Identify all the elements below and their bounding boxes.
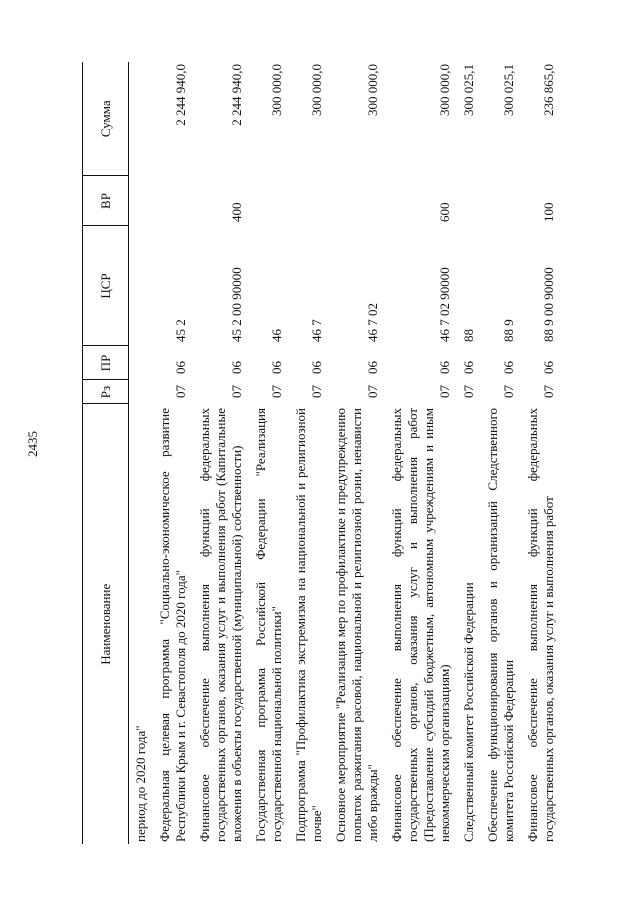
row-vr [481,176,521,226]
row-name: Подпрограмма "Профилактика экстремизма на национальной и религиозной почве" [293,408,324,842]
page-number: 2435 [25,431,40,457]
row-csr: 88 9 00 90000 [541,267,556,342]
row-rz: 07 [229,385,244,398]
row-pr: 06 [541,361,556,374]
row-csr: 45 2 [173,319,188,342]
row-pr: 06 [173,361,188,374]
row-name: Финансовое обеспечение выполнения функций федеральных государственных органов, оказания услуг и выполнения работ (Капитальные вложения в объекты государственной (муниципальной) собственности) [197,408,244,842]
row-rz: 07 [437,385,452,398]
table-row [193,62,249,844]
table-row [481,62,521,844]
row-sum: 300 025,1 [501,64,516,116]
row-pr: 06 [461,361,476,374]
row-pr: 06 [501,361,516,374]
row-csr: 46 7 02 90000 [437,267,452,342]
header-name: Наименование [83,404,129,844]
row-sum: 300 025,1 [461,64,476,116]
table-row [457,62,481,844]
table-row [521,62,561,844]
row-rz: 07 [461,385,476,398]
row-csr: 45 2 00 90000 [229,267,244,342]
row-pr: 06 [437,361,452,374]
row-vr [289,176,329,226]
row-vr [153,176,193,226]
row-vr: 600 [437,202,452,222]
row-rz [129,380,154,404]
row-name: Государственная программа Российской Федерации "Реализация государственной национальной политики" [253,408,284,842]
row-rz: 07 [541,385,556,398]
row-name: Следственный комитет Российской Федерации [461,582,476,842]
row-pr [129,346,154,380]
row-sum: 2 244 940,0 [229,64,244,126]
row-sum: 300 000,0 [365,64,380,116]
row-csr: 46 7 02 [365,303,380,342]
row-vr [457,176,481,226]
row-sum: 300 000,0 [437,64,452,116]
table-row [385,62,457,844]
rotated-table-container [82,62,602,844]
row-sum: 236 865,0 [541,64,556,116]
row-sum: 300 000,0 [309,64,324,116]
table-row [329,62,385,844]
table-row [153,62,193,844]
row-name: Федеральная целевая программа "Социально-экономическое развитие Республики Крым и г. Севастополя до 2020 года" [157,408,188,842]
row-rz: 07 [501,385,516,398]
row-pr: 06 [309,361,324,374]
row-pr: 06 [229,361,244,374]
header-pr: ПР [83,346,129,380]
row-name: период до 2020 года" [133,725,148,842]
budget-table [82,62,561,844]
row-rz: 07 [309,385,324,398]
row-vr [249,176,289,226]
row-pr: 06 [269,361,284,374]
row-vr [129,176,154,226]
row-rz: 07 [365,385,380,398]
table-header-row [83,62,129,844]
row-sum [129,62,154,176]
row-csr: 88 [461,329,476,342]
row-vr: 100 [541,202,556,222]
row-name: Обеспечение функционирования органов и организаций Следственного комитета Российской Федерации [485,408,516,842]
header-vr: ВР [83,176,129,226]
row-sum: 2 244 940,0 [173,64,188,126]
row-name: Основное мероприятие "Реализация мер по профилактике и предупреждению попыток разжигания расовой, национальной и религиозной розни, ненависти либо вражды" [333,408,380,842]
header-rz: Рз [83,380,129,404]
row-csr [129,226,154,346]
table-row [129,62,154,844]
header-csr: ЦСР [83,226,129,346]
row-vr [329,176,385,226]
row-sum: 300 000,0 [269,64,284,116]
table-row [289,62,329,844]
header-sum: Сумма [83,62,129,176]
row-csr: 46 7 [309,319,324,342]
row-vr: 400 [229,202,244,222]
table-row [249,62,289,844]
row-pr: 06 [365,361,380,374]
row-name: Финансовое обеспечение выполнения функций федеральных государственных органов, оказания услуг и выполнения работ [525,408,556,842]
row-name: Финансовое обеспечение выполнения функций федеральных государственных органов, оказания услуг и выполнения работ (Предоставление субсидий бюджетным, автономным учреждениям и иным некоммерческим организациям) [389,408,452,842]
row-rz: 07 [173,385,188,398]
row-csr: 46 [269,329,284,342]
row-csr: 88 9 [501,319,516,342]
row-rz: 07 [269,385,284,398]
